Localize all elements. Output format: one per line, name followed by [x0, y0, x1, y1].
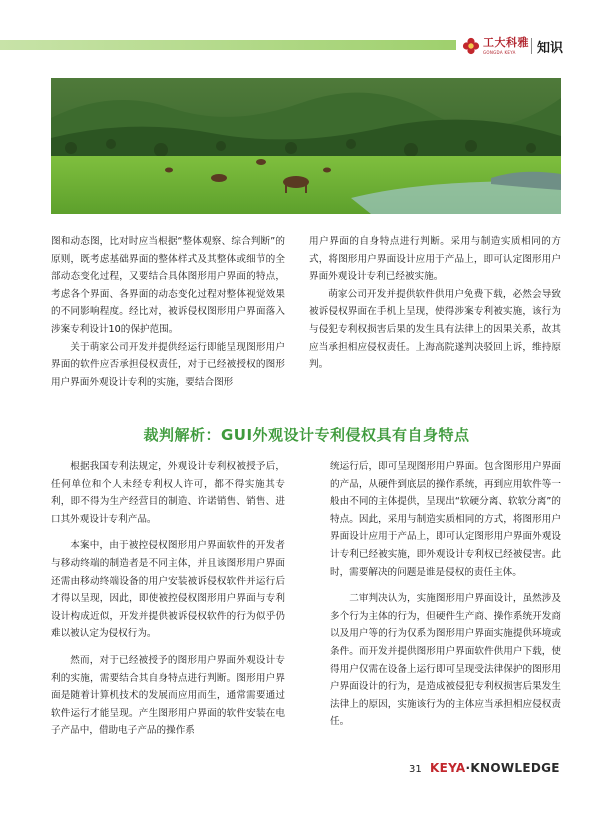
landscape-photo	[51, 78, 561, 214]
article-column-bottom-left	[51, 458, 285, 740]
flower-logo-icon	[462, 37, 480, 55]
paragraph: 关于萌家公司开发并提供经运行即能呈现图形用户界面的软件应否承担侵权责任，对于已经被授权的图形用户界面外观设计专利的实施，要结合图形	[51, 341, 285, 388]
article-column-top-left	[51, 233, 285, 391]
footer-brand-knowledge: KNOWLEDGE	[470, 761, 560, 775]
footer-brand-dot: ·	[465, 761, 471, 775]
paragraph: 用户界面的自身特点进行判断。采用与制造实质相同的方式，将图形用户界面设计应用于产品上，即可认定图形用户界面外观设计专利已经被实施。	[309, 236, 561, 283]
paragraph: 然而，对于已经被授予的图形用户界面外观设计专利的实施，需要结合其自身特点进行判断。图形用户界面是随着计算机技术的发展而应用而生，通常需要通过软件运行才能呈现。产生图形用户界面的软件安装在电子产品中，借助电子产品的操作系	[51, 654, 285, 737]
paragraph: 萌家公司开发并提供软件供用户免费下载，必然会导致被诉侵权界面在手机上呈现，使得涉案专利被实施，该行为与侵犯专利权损害后果的发生具有法律上的因果关系，故其应当承担相应侵权责任。上海高院遂判决驳回上诉，维持原判。	[309, 288, 561, 371]
footer-brand-keya: KEYA	[430, 761, 466, 775]
article-column-top-right	[309, 233, 561, 374]
brand-name: 工大科雅	[483, 36, 529, 49]
article-column-bottom-right	[330, 458, 561, 731]
page-number: 31	[409, 764, 422, 775]
paragraph: 根据我国专利法规定，外观设计专利权被授予后，任何单位和个人未经专利权人许可，都不得实施其专利，即不得为生产经营目的制造、许诺销售、销售、进口其外观设计专利产品。	[51, 461, 285, 525]
header-divider	[531, 38, 532, 54]
header-accent-bar	[0, 40, 456, 50]
paragraph: 二审判决认为，实施图形用户界面设计，虽然涉及多个行为主体的行为，但硬件生产商、操作系统开发商以及用户等的行为仅系为图形用户界面实施提供环境或条件。而开发并提供图形用户界面软件供用户下载，使得用户仅需在设备上运行即可呈现受法律保护的图形用户界面设计的行为，是造成被侵犯专利权损害后果发生法律上的原因，实施该行为的主体应当承担相应侵权责任。	[330, 593, 561, 728]
paragraph: 本案中，由于被控侵权图形用户界面软件的开发者与移动终端的制造者是不同主体，并且该图形用户界面还需由移动终端设备的用户安装被诉侵权软件并运行后才得以呈现，因此，即使被控侵权图形用户界面与专利设计构成近似，开发并提供被诉侵权软件的行为似乎仍难以被认定为侵权行为。	[51, 540, 285, 640]
paragraph: 图和动态图，比对时应当根据“整体观察、综合判断”的原则，既考虑基础界面的整体样式及其整体或细节的全部动态变化过程，又要结合具体图形用户界面的特点，考虑各个界面、各界面的动态变化过程对整体视觉效果的不同影响程度。经比对，被诉侵权图形用户界面落入涉案专利设计10的保护范围。	[51, 236, 285, 335]
footer-brand	[430, 761, 560, 775]
section-label: 知识	[537, 41, 564, 56]
brand-name-latin: GONGDA KEYA	[483, 50, 516, 55]
section-heading: 裁判解析：GUI外观设计专利侵权具有自身特点	[143, 426, 470, 444]
paragraph: 统运行后，即可呈现图形用户界面。包含图形用户界面的产品，从硬件到底层的操作系统，再到应用软件等一般由不同的主体提供，呈现出“软硬分离、软软分离”的特点。因此，采用与制造实质相同的方式，将图形用户界面设计应用于产品上，即可认定图形用户界面外观设计专利已经被实施，即外观设计专利权已经被侵害。此时，需要解决的问题是谁是侵权的责任主体。	[330, 461, 561, 578]
